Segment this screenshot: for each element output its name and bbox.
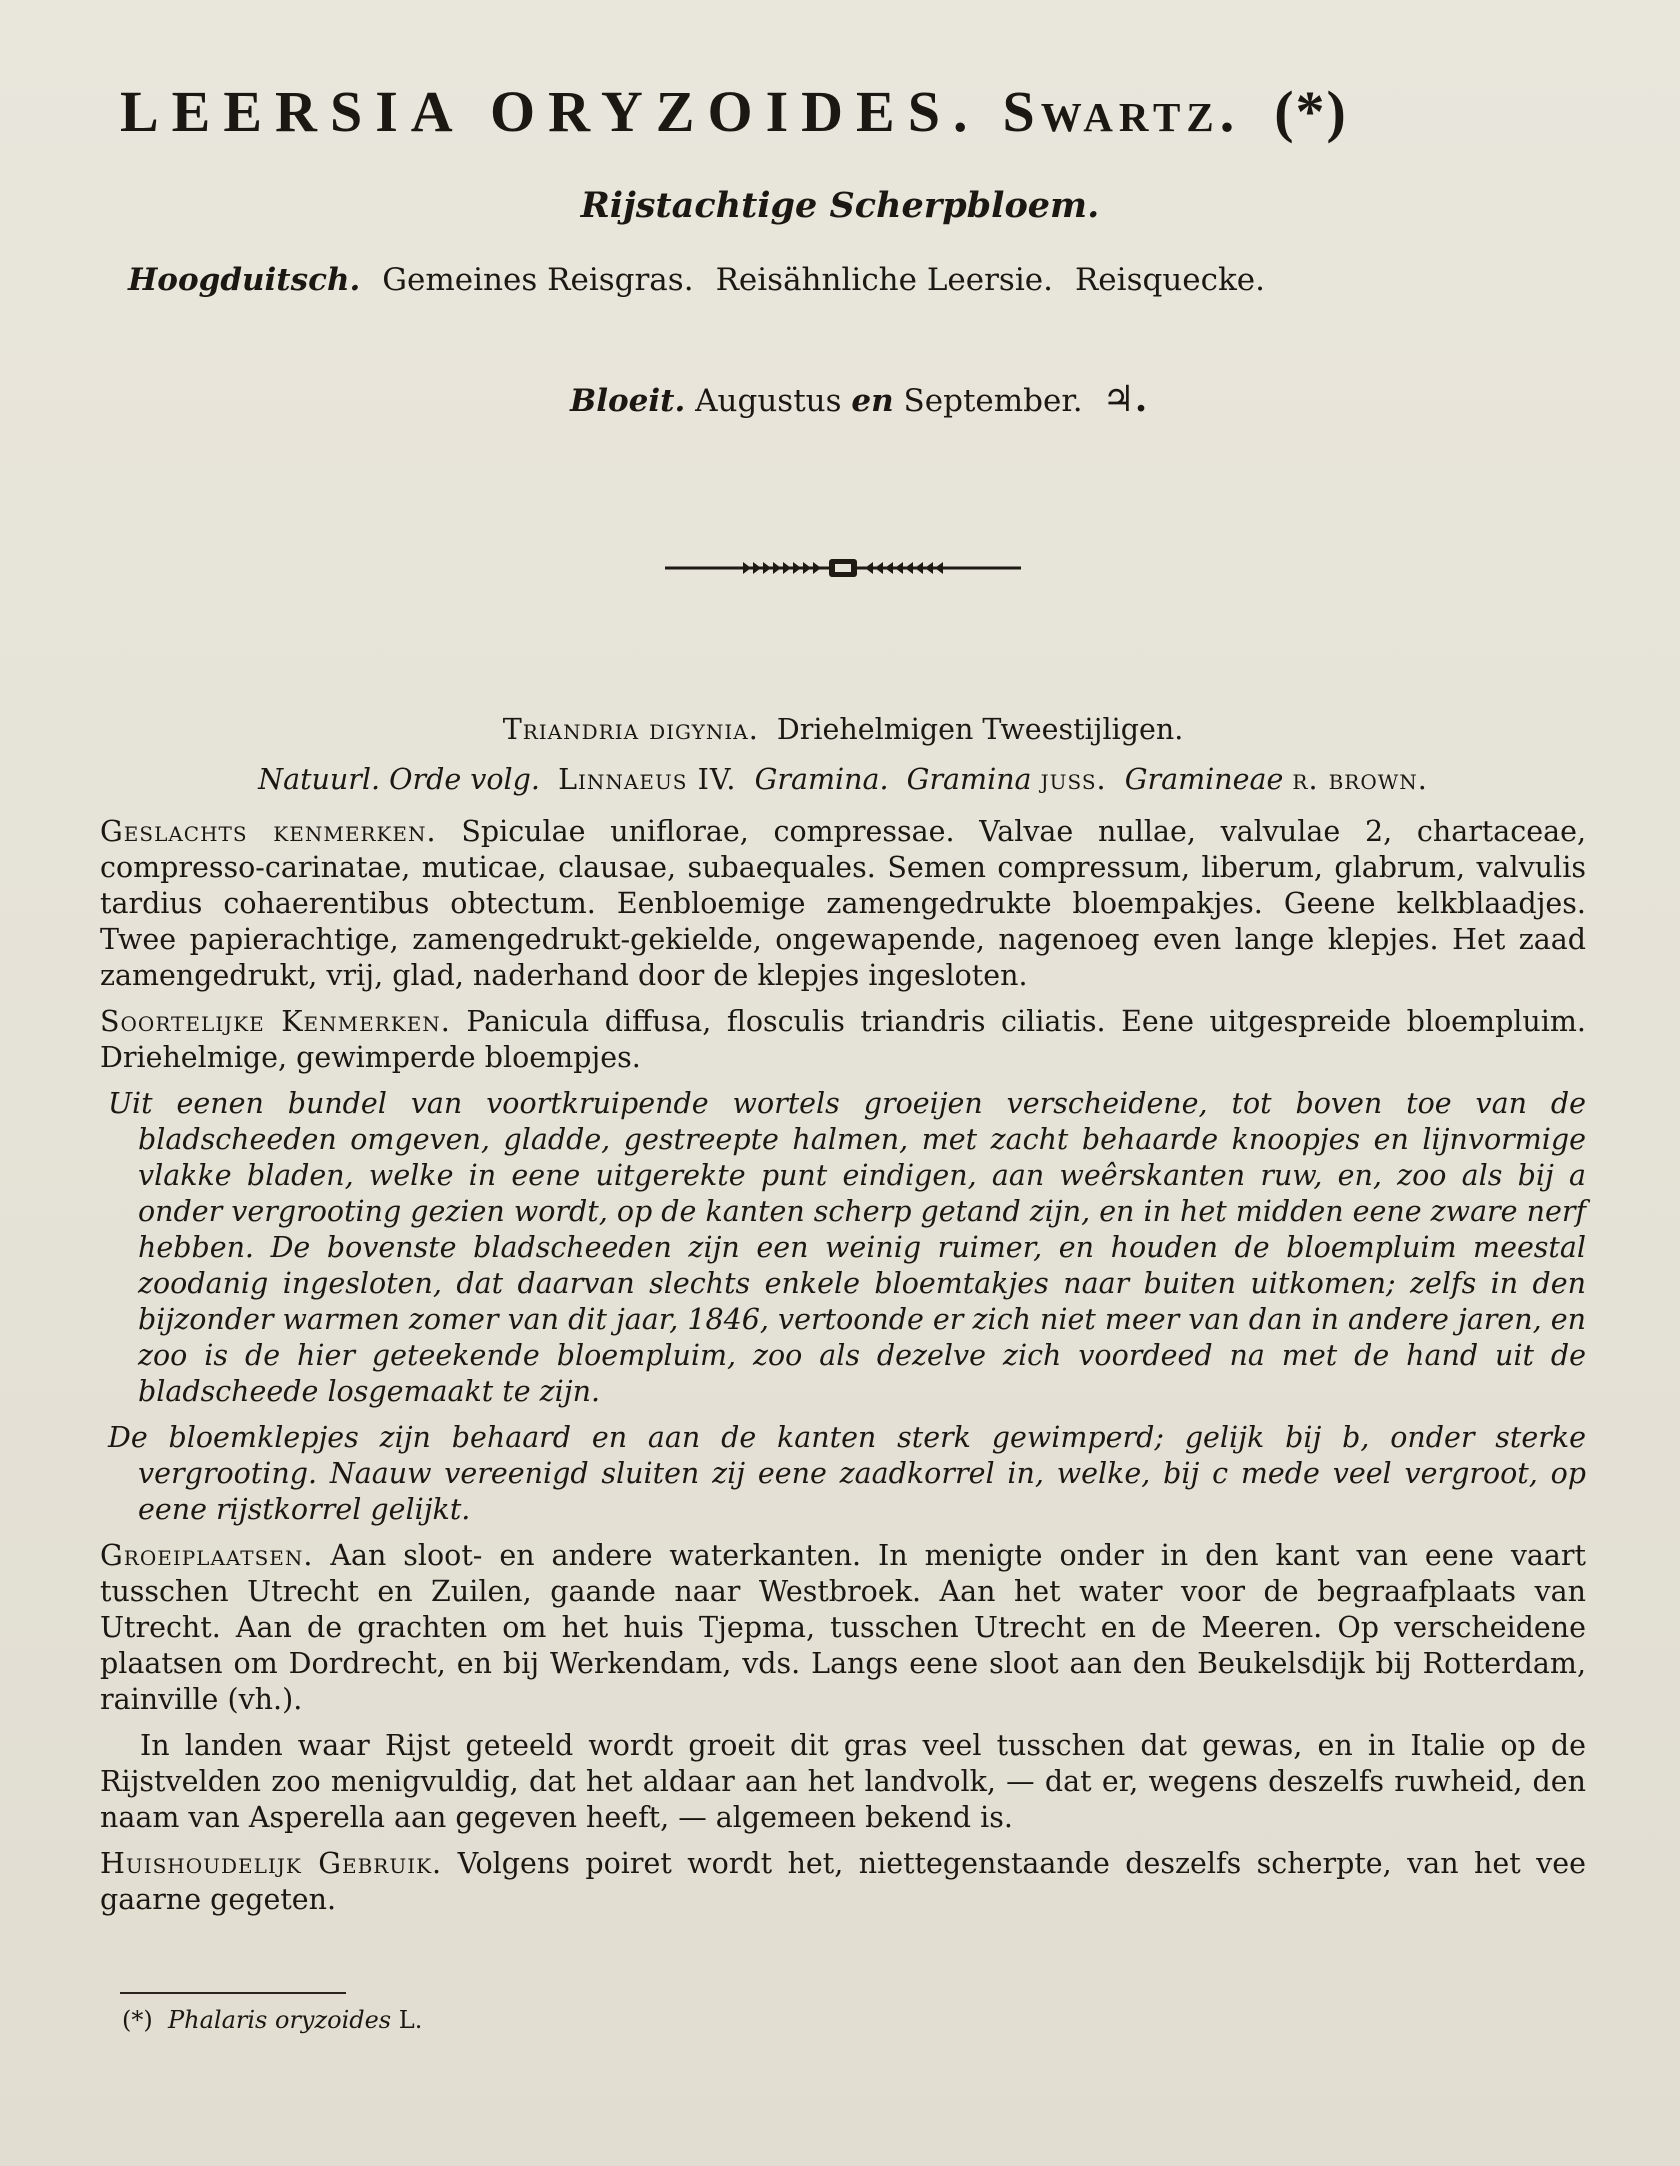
bloom-month: September. bbox=[903, 383, 1083, 419]
footnote-mark: (*) bbox=[122, 2006, 153, 2034]
classification-line bbox=[100, 712, 1586, 748]
page-title bbox=[120, 78, 1560, 145]
bloom-period bbox=[570, 378, 1147, 420]
linnaeus-ref: Linnaeus IV. bbox=[558, 763, 737, 796]
vernacular-name: Gemeines Reisgras. bbox=[382, 262, 694, 298]
species-text: Panicula diffusa, flosculis triandris ciliatis. Eene uitgespreide bloempluim. Driehelmige, gewimperde bloempjes. bbox=[100, 1005, 1586, 1074]
footnote-synonym: Phalaris oryzoides bbox=[168, 2006, 392, 2034]
habitat-text: Aan sloot- en andere waterkanten. In menigte onder in den kant van eene vaart tusschen Utrecht en Zuilen, gaande naar Westbroek. Aan het water voor de begraafplaats van Utrecht. Aan de grachten om het huis Tjepma, tusschen Utrecht en de Meeren. Op verscheidene plaatsen om Dordrecht, en bij Werkendam, vds. Langs eene sloot aan den Beukelsdijk bij Rotterdam, rainville (vh.). bbox=[100, 1539, 1586, 1716]
vernacular-names bbox=[128, 262, 1287, 298]
footnote-reference[interactable]: (*) bbox=[1274, 79, 1348, 144]
genus-characters bbox=[100, 814, 1586, 994]
genus-heading: Geslachts kenmerken. bbox=[100, 815, 437, 848]
species-heading: Soortelijke Kenmerken. bbox=[100, 1005, 451, 1038]
perennial-symbol: ♃. bbox=[1102, 378, 1148, 420]
habitat-paragraph-2: In landen waar Rijst geteeld wordt groeit dit gras veel tusschen dat gewas, en in Italie op de Rijstvelden zoo menigvuldig, dat het aldaar aan het landvolk, — dat er, wegens deszelfs ruwheid, den naam van Asperella aan gegeven heeft, — algemeen bekend is. bbox=[100, 1729, 1586, 1834]
natural-order-line bbox=[100, 762, 1586, 798]
order-name: Gramineae bbox=[1124, 763, 1284, 796]
order-name: Gramina bbox=[906, 763, 1032, 796]
dutch-name: Rijstachtige Scherpbloem. bbox=[580, 185, 1100, 226]
linnaean-class-dutch: Driehelmigen Tweestijligen. bbox=[776, 713, 1184, 746]
footnote-author: L. bbox=[398, 2006, 423, 2034]
title-species: LEERSIA ORYZOIDES. bbox=[120, 79, 981, 144]
vernacular-name: Reisquecke. bbox=[1074, 262, 1265, 298]
bloom-conjunction: en bbox=[851, 383, 894, 419]
article-body bbox=[100, 712, 1586, 1928]
description-paragraph: De bloemklepjes zijn behaard en aan de kanten sterk gewimperd; gelijk bij b, onder sterke vergrooting. Naauw vereenigd sluiten zij eene zaadkorrel in, welke, bij c mede veel vergroot, op eene rijstkorrel gelijkt. bbox=[108, 1421, 1586, 1526]
bloom-label: Bloeit. bbox=[570, 383, 686, 419]
use-paragraph bbox=[100, 1846, 1586, 1918]
species-characters bbox=[100, 1004, 1586, 1076]
use-text: Volgens poiret wordt het, niettegenstaande deszelfs scherpte, van het vee gaarne gegeten. bbox=[100, 1847, 1587, 1916]
footnote-rule bbox=[120, 1992, 346, 1994]
habitat-heading: Groeiplaatsen. bbox=[100, 1539, 314, 1572]
vernacular-name: Reisähnliche Leersie. bbox=[715, 262, 1053, 298]
vernacular-label: Hoogduitsch. bbox=[128, 262, 361, 298]
use-heading: Huishoudelijk Gebruik. bbox=[100, 1847, 443, 1880]
footnote bbox=[122, 2006, 422, 2034]
order-label: Natuurl. Orde volg. bbox=[258, 763, 540, 796]
order-name: Gramina. bbox=[754, 763, 889, 796]
genus-text: Spiculae uniflorae, compressae. Valvae nullae, valvulae 2, chartaceae, compresso-carinatae, muticae, clausae, subaequales. Semen compressum, liberum, glabrum, valvulis tardius cohaerentibus obtectum. Eenbloemige zamengedrukte bloempakjes. Geene kelkblaadjes. Twee papierachtige, zamengedrukt-gekielde, ongewapende, nagenoeg even lange klepjes. Het zaad zamengedrukt, vrij, glad, naderhand door de klepjes ingesloten. bbox=[100, 815, 1587, 992]
bloom-month: Augustus bbox=[695, 383, 842, 419]
title-author: Swartz. bbox=[1002, 79, 1241, 144]
ornament-divider-icon bbox=[665, 556, 1021, 580]
jussieu-ref: juss. bbox=[1040, 763, 1107, 796]
description-paragraph: Uit eenen bundel van voortkruipende wortels groeijen verscheidene, tot boven toe van de bladscheeden omgeven, gladde, gestreepte halmen, met zacht behaarde knoopjes en lijnvormige vlakke bladen, welke in eene uitgerekte punt eindigen, aan weêrskanten ruw, en, zoo als bij a onder vergrooting gezien wordt, op de kanten scherp getand zijn, en in het midden eene zware nerf hebben. De bovenste bladscheeden zijn een weinig ruimer, en houden de bloempluim meestal zoodanig ingesloten, dat daarvan slechts enkele bloemtakjes naar buiten uitkomen; zelfs in den bijzonder warmen zomer van dit jaar, 1846, vertoonde er zich niet meer van dan in andere jaren, en zoo is de hier geteekende bloempluim, zoo als dezelve zich voordeed na met de hand uit de bladscheede losgemaakt te zijn. bbox=[108, 1087, 1587, 1408]
habitat-paragraph bbox=[100, 1538, 1586, 1718]
brown-ref: r. brown. bbox=[1292, 763, 1428, 796]
linnaean-class: Triandria digynia. bbox=[502, 713, 759, 746]
